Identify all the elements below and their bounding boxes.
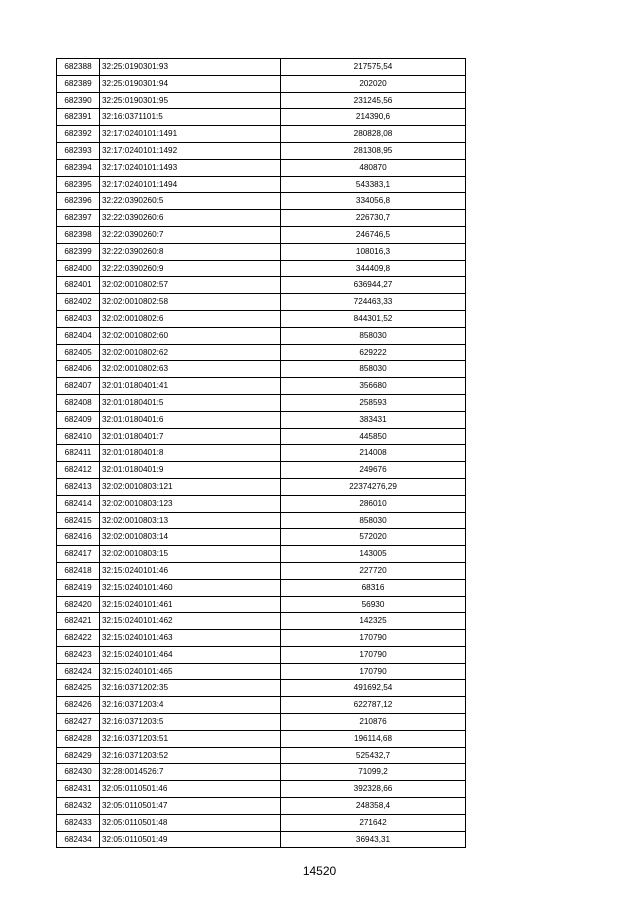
value-cell: 196114,68 xyxy=(281,730,466,747)
table-row xyxy=(57,327,466,344)
cadastral-number-cell: 32:17:0240101:1493 xyxy=(100,159,281,176)
table-row xyxy=(57,529,466,546)
table-row xyxy=(57,781,466,798)
table-row xyxy=(57,562,466,579)
row-id-cell: 682428 xyxy=(57,730,100,747)
table-row xyxy=(57,495,466,512)
value-cell: 170790 xyxy=(281,630,466,647)
value-cell: 231245,56 xyxy=(281,92,466,109)
row-id-cell: 682413 xyxy=(57,478,100,495)
cadastral-number-cell: 32:16:0371203:51 xyxy=(100,730,281,747)
row-id-cell: 682432 xyxy=(57,798,100,815)
row-id-cell: 682390 xyxy=(57,92,100,109)
row-id-cell: 682395 xyxy=(57,176,100,193)
table-row xyxy=(57,344,466,361)
row-id-cell: 682404 xyxy=(57,327,100,344)
row-id-cell: 682423 xyxy=(57,646,100,663)
cadastral-number-cell: 32:05:0110501:48 xyxy=(100,814,281,831)
value-cell: 636944,27 xyxy=(281,277,466,294)
data-table-body xyxy=(57,59,466,848)
cadastral-number-cell: 32:15:0240101:460 xyxy=(100,579,281,596)
value-cell: 108016,3 xyxy=(281,243,466,260)
cadastral-number-cell: 32:02:0010803:123 xyxy=(100,495,281,512)
row-id-cell: 682417 xyxy=(57,546,100,563)
row-id-cell: 682410 xyxy=(57,428,100,445)
value-cell: 217575,54 xyxy=(281,59,466,76)
row-id-cell: 682393 xyxy=(57,142,100,159)
cadastral-number-cell: 32:02:0010802:63 xyxy=(100,361,281,378)
value-cell: 56930 xyxy=(281,596,466,613)
value-cell: 249676 xyxy=(281,462,466,479)
row-id-cell: 682389 xyxy=(57,75,100,92)
row-id-cell: 682429 xyxy=(57,747,100,764)
row-id-cell: 682424 xyxy=(57,663,100,680)
table-row xyxy=(57,243,466,260)
row-id-cell: 682425 xyxy=(57,680,100,697)
row-id-cell: 682407 xyxy=(57,378,100,395)
table-row xyxy=(57,747,466,764)
cadastral-number-cell: 32:02:0010803:121 xyxy=(100,478,281,495)
cadastral-number-cell: 32:05:0110501:49 xyxy=(100,831,281,848)
value-cell: 858030 xyxy=(281,512,466,529)
value-cell: 286010 xyxy=(281,495,466,512)
value-cell: 36943,31 xyxy=(281,831,466,848)
table-row xyxy=(57,596,466,613)
page-number: 14520 xyxy=(302,864,337,878)
cadastral-number-cell: 32:01:0180401:7 xyxy=(100,428,281,445)
cadastral-number-cell: 32:17:0240101:1492 xyxy=(100,142,281,159)
row-id-cell: 682401 xyxy=(57,277,100,294)
cadastral-number-cell: 32:01:0180401:5 xyxy=(100,394,281,411)
table-row xyxy=(57,764,466,781)
row-id-cell: 682415 xyxy=(57,512,100,529)
cadastral-number-cell: 32:02:0010803:13 xyxy=(100,512,281,529)
data-table xyxy=(56,58,466,848)
cadastral-number-cell: 32:01:0180401:6 xyxy=(100,411,281,428)
row-id-cell: 682391 xyxy=(57,109,100,126)
value-cell: 858030 xyxy=(281,327,466,344)
table-row xyxy=(57,294,466,311)
row-id-cell: 682420 xyxy=(57,596,100,613)
row-id-cell: 682405 xyxy=(57,344,100,361)
table-row xyxy=(57,361,466,378)
table-row xyxy=(57,730,466,747)
cadastral-number-cell: 32:02:0010803:14 xyxy=(100,529,281,546)
row-id-cell: 682402 xyxy=(57,294,100,311)
cadastral-number-cell: 32:02:0010803:15 xyxy=(100,546,281,563)
cadastral-number-cell: 32:01:0180401:8 xyxy=(100,445,281,462)
row-id-cell: 682431 xyxy=(57,781,100,798)
cadastral-number-cell: 32:15:0240101:464 xyxy=(100,646,281,663)
row-id-cell: 682427 xyxy=(57,714,100,731)
value-cell: 170790 xyxy=(281,646,466,663)
table-row xyxy=(57,478,466,495)
table-row xyxy=(57,176,466,193)
cadastral-number-cell: 32:15:0240101:462 xyxy=(100,613,281,630)
table-row xyxy=(57,394,466,411)
cadastral-number-cell: 32:16:0371101:5 xyxy=(100,109,281,126)
value-cell: 226730,7 xyxy=(281,210,466,227)
cadastral-number-cell: 32:28:0014526:7 xyxy=(100,764,281,781)
cadastral-number-cell: 32:15:0240101:465 xyxy=(100,663,281,680)
cadastral-number-cell: 32:22:0390260:8 xyxy=(100,243,281,260)
table-row xyxy=(57,546,466,563)
value-cell: 724463,33 xyxy=(281,294,466,311)
value-cell: 246746,5 xyxy=(281,226,466,243)
cadastral-number-cell: 32:15:0240101:463 xyxy=(100,630,281,647)
value-cell: 202020 xyxy=(281,75,466,92)
table-row xyxy=(57,579,466,596)
row-id-cell: 682408 xyxy=(57,394,100,411)
table-row xyxy=(57,613,466,630)
value-cell: 280828,08 xyxy=(281,126,466,143)
cadastral-number-cell: 32:02:0010802:58 xyxy=(100,294,281,311)
table-row xyxy=(57,75,466,92)
row-id-cell: 682396 xyxy=(57,193,100,210)
value-cell: 858030 xyxy=(281,361,466,378)
table-row xyxy=(57,831,466,848)
table-row xyxy=(57,445,466,462)
row-id-cell: 682411 xyxy=(57,445,100,462)
row-id-cell: 682399 xyxy=(57,243,100,260)
value-cell: 392328,66 xyxy=(281,781,466,798)
table-row xyxy=(57,798,466,815)
cadastral-number-cell: 32:15:0240101:46 xyxy=(100,562,281,579)
table-row xyxy=(57,697,466,714)
row-id-cell: 682392 xyxy=(57,126,100,143)
table-row xyxy=(57,663,466,680)
value-cell: 271642 xyxy=(281,814,466,831)
table-row xyxy=(57,428,466,445)
row-id-cell: 682388 xyxy=(57,59,100,76)
cadastral-number-cell: 32:17:0240101:1491 xyxy=(100,126,281,143)
row-id-cell: 682394 xyxy=(57,159,100,176)
value-cell: 142325 xyxy=(281,613,466,630)
row-id-cell: 682426 xyxy=(57,697,100,714)
row-id-cell: 682397 xyxy=(57,210,100,227)
value-cell: 248358,4 xyxy=(281,798,466,815)
table-row xyxy=(57,310,466,327)
table-row xyxy=(57,277,466,294)
row-id-cell: 682421 xyxy=(57,613,100,630)
value-cell: 543383,1 xyxy=(281,176,466,193)
value-cell: 258593 xyxy=(281,394,466,411)
value-cell: 214008 xyxy=(281,445,466,462)
row-id-cell: 682403 xyxy=(57,310,100,327)
cadastral-number-cell: 32:17:0240101:1494 xyxy=(100,176,281,193)
row-id-cell: 682400 xyxy=(57,260,100,277)
cadastral-number-cell: 32:05:0110501:47 xyxy=(100,798,281,815)
value-cell: 210876 xyxy=(281,714,466,731)
value-cell: 445850 xyxy=(281,428,466,445)
cadastral-number-cell: 32:15:0240101:461 xyxy=(100,596,281,613)
cadastral-number-cell: 32:16:0371202:35 xyxy=(100,680,281,697)
value-cell: 572020 xyxy=(281,529,466,546)
value-cell: 383431 xyxy=(281,411,466,428)
table-row xyxy=(57,159,466,176)
value-cell: 170790 xyxy=(281,663,466,680)
value-cell: 622787,12 xyxy=(281,697,466,714)
value-cell: 629222 xyxy=(281,344,466,361)
table-row xyxy=(57,462,466,479)
value-cell: 214390,6 xyxy=(281,109,466,126)
table-row xyxy=(57,630,466,647)
table-row xyxy=(57,260,466,277)
cadastral-number-cell: 32:16:0371203:4 xyxy=(100,697,281,714)
row-id-cell: 682414 xyxy=(57,495,100,512)
value-cell: 71099,2 xyxy=(281,764,466,781)
table-row xyxy=(57,92,466,109)
row-id-cell: 682419 xyxy=(57,579,100,596)
table-row xyxy=(57,680,466,697)
cadastral-number-cell: 32:16:0371203:5 xyxy=(100,714,281,731)
cadastral-number-cell: 32:02:0010802:60 xyxy=(100,327,281,344)
table-row xyxy=(57,226,466,243)
table-row xyxy=(57,714,466,731)
cadastral-number-cell: 32:02:0010802:57 xyxy=(100,277,281,294)
value-cell: 68316 xyxy=(281,579,466,596)
cadastral-number-cell: 32:25:0190301:93 xyxy=(100,59,281,76)
cadastral-number-cell: 32:01:0180401:9 xyxy=(100,462,281,479)
table-row xyxy=(57,814,466,831)
cadastral-number-cell: 32:16:0371203:52 xyxy=(100,747,281,764)
row-id-cell: 682418 xyxy=(57,562,100,579)
table-row xyxy=(57,142,466,159)
row-id-cell: 682416 xyxy=(57,529,100,546)
value-cell: 491692,54 xyxy=(281,680,466,697)
cadastral-number-cell: 32:01:0180401:41 xyxy=(100,378,281,395)
value-cell: 344409,8 xyxy=(281,260,466,277)
value-cell: 22374276,29 xyxy=(281,478,466,495)
cadastral-number-cell: 32:05:0110501:46 xyxy=(100,781,281,798)
value-cell: 356680 xyxy=(281,378,466,395)
cadastral-number-cell: 32:02:0010802:6 xyxy=(100,310,281,327)
table-row xyxy=(57,378,466,395)
row-id-cell: 682434 xyxy=(57,831,100,848)
value-cell: 227720 xyxy=(281,562,466,579)
row-id-cell: 682412 xyxy=(57,462,100,479)
table-row xyxy=(57,210,466,227)
cadastral-number-cell: 32:02:0010802:62 xyxy=(100,344,281,361)
table-row xyxy=(57,646,466,663)
row-id-cell: 682422 xyxy=(57,630,100,647)
table-row xyxy=(57,59,466,76)
table-row xyxy=(57,126,466,143)
value-cell: 143005 xyxy=(281,546,466,563)
value-cell: 525432,7 xyxy=(281,747,466,764)
table-row xyxy=(57,109,466,126)
value-cell: 334056,8 xyxy=(281,193,466,210)
value-cell: 844301,52 xyxy=(281,310,466,327)
cadastral-number-cell: 32:25:0190301:95 xyxy=(100,92,281,109)
value-cell: 480870 xyxy=(281,159,466,176)
table-row xyxy=(57,411,466,428)
table-row xyxy=(57,512,466,529)
row-id-cell: 682406 xyxy=(57,361,100,378)
cadastral-number-cell: 32:22:0390260:7 xyxy=(100,226,281,243)
row-id-cell: 682398 xyxy=(57,226,100,243)
cadastral-number-cell: 32:22:0390260:9 xyxy=(100,260,281,277)
cadastral-number-cell: 32:22:0390260:5 xyxy=(100,193,281,210)
cadastral-number-cell: 32:25:0190301:94 xyxy=(100,75,281,92)
table-row xyxy=(57,193,466,210)
cadastral-number-cell: 32:22:0390260:6 xyxy=(100,210,281,227)
value-cell: 281308,95 xyxy=(281,142,466,159)
row-id-cell: 682433 xyxy=(57,814,100,831)
row-id-cell: 682409 xyxy=(57,411,100,428)
row-id-cell: 682430 xyxy=(57,764,100,781)
